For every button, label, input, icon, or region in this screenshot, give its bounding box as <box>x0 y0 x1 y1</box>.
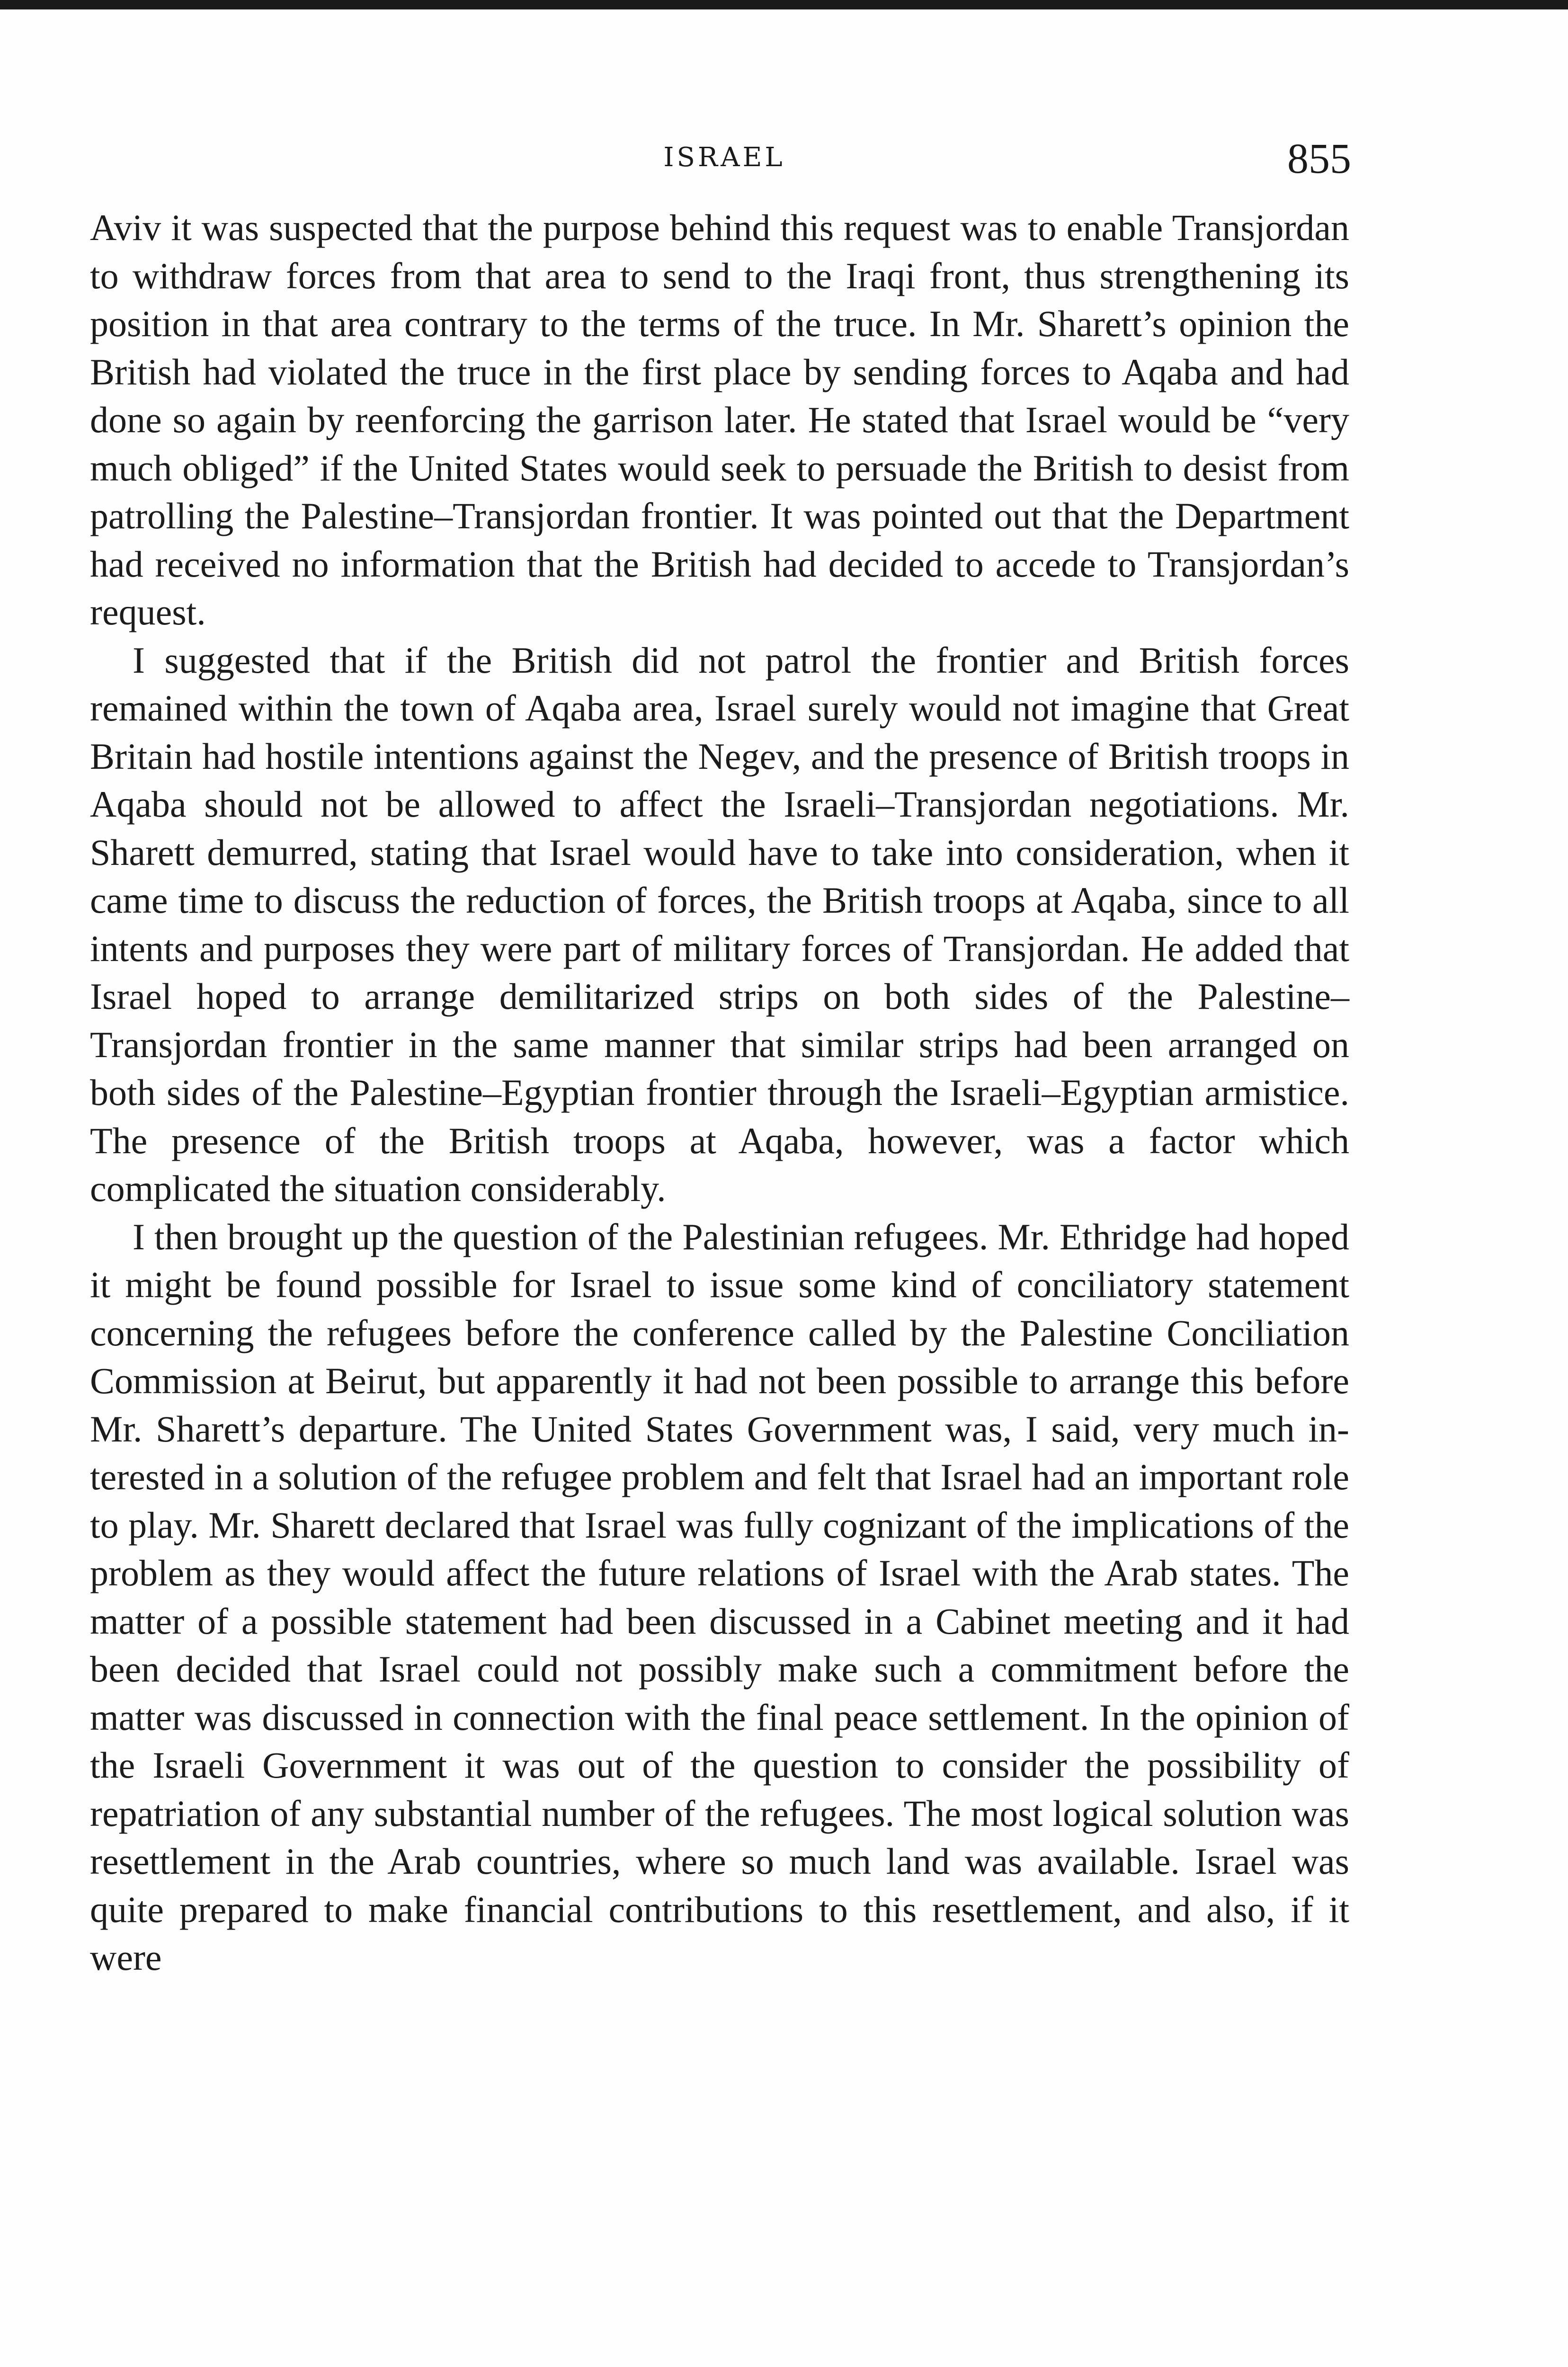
paragraph-continued: Aviv it was suspected that the purpose behind this request was to enable Transjordan to withdraw forces from that area to send to the Iraqi front, thus strengthening its position in that area contrary to the terms of the truce. In Mr. Sharett’s opinion the British had violated the truce in the first place by sending forces to Aqaba and had done so again by reenforcing the garrison later. He stated that Israel would be “very much obliged” if the United States would seek to persuade the British to desist from patrolling the Palestine–Transjordan frontier. It was pointed out that the Department had received no information that the British had decided to accede to Transjordan’s request. <box>90 207 1349 632</box>
page-number: 855 <box>1287 135 1351 182</box>
running-head <box>0 135 1568 182</box>
paragraph-aqaba-patrol: I suggested that if the British did not patrol the frontier and British forces remained within the town of Aqaba area, Israel surely would not imagine that Great Britain had hostile intentions against the Negev, and the presence of British troops in Aqaba should not be allowed to affect the Israeli–Transjordan negotiations. Mr. Sharett demurred, stating that Israel would have to take into consideration, when it came time to discuss the reduction of forces, the British troops at Aqaba, since to all intents and purposes they were part of military forces of Transjordan. He added that Israel hoped to arrange demilitarized strips on both sides of the Palestine–Transjordan frontier in the same manner that similar strips had been arranged on both sides of the Palestine–Egyptian frontier through the Israeli–Egyptian armistice. The presence of the British troops at Aqaba, however, was a factor which complicated the situation considerably. <box>90 639 1349 1209</box>
paragraph-refugees: I then brought up the question of the Palestinian refugees. Mr. Ethridge had hoped it might be found possible for Israel to issue some kind of conciliatory statement concerning the refugees before the conference called by the Palestine Conciliation Commission at Beirut, but apparently it had not been possible to arrange this before Mr. Sharett’s departure. The United States Government was, I said, very much interested in a solution of the refugee problem and felt that Israel had an important role to play. Mr. Sharett declared that Israel was fully cognizant of the implications of the problem as they would affect the future relations of Israel with the Arab states. The matter of a possible statement had been discussed in a Cabinet meeting and it had been decided that Israel could not possibly make such a commitment before the matter was discussed in connection with the final peace settlement. In the opinion of the Israeli Government it was out of the question to consider the possibility of repatriation of any substantial number of the refugees. The most logical solution was resettlement in the Arab countries, where so much land was available. Israel was quite prepared to make financial contributions to this resettlement, and also, if it were <box>90 1216 1349 1978</box>
body-text <box>90 204 1349 1982</box>
running-title: ISRAEL <box>663 142 785 173</box>
top-scan-edge <box>0 0 1568 9</box>
